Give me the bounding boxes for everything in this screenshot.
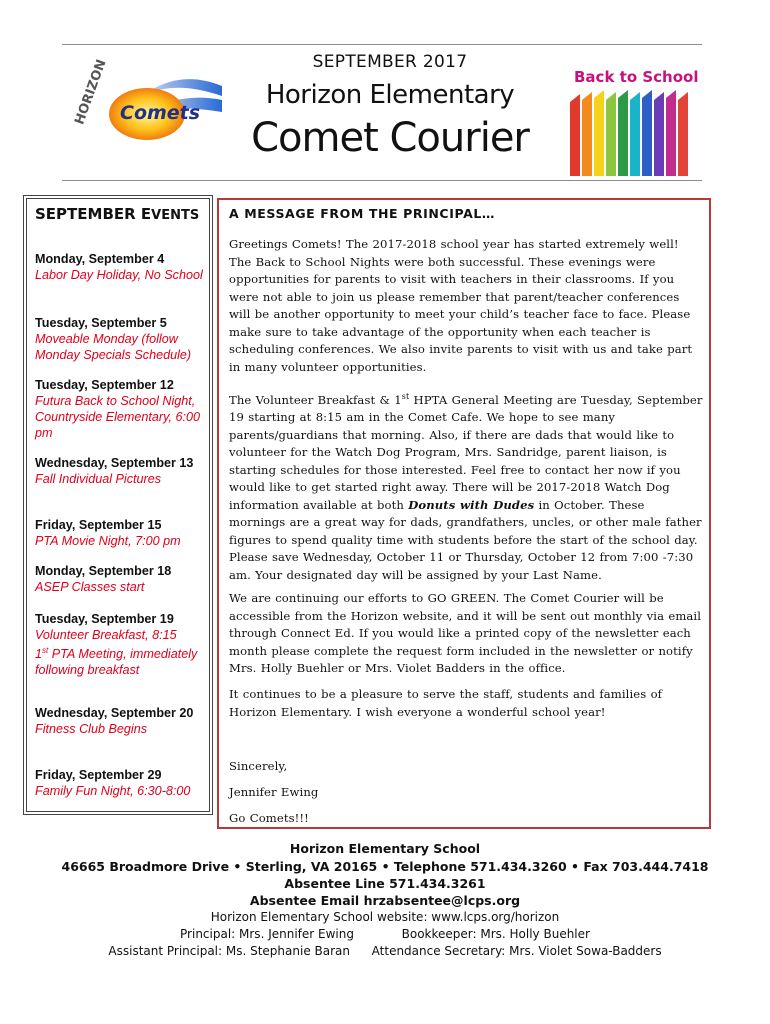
event-item: Monday, September 18 ASEP Classes start	[35, 564, 172, 594]
signature: Jennifer Ewing	[229, 785, 319, 799]
principal-message-box	[217, 198, 711, 829]
message-paragraph-4: It continues to be a pleasure to serve the staff, students and families of Horizon Elementary. I wish everyone a wonderful school year!	[229, 687, 663, 719]
message-paragraph-3: We are continuing our efforts to GO GREEN. The Comet Courier will be accessible from the Horizon website, and it will be sent out monthly via email through Connect Ed. If you would like a printed copy of the newsletter each month please complete the request form included in the newsletter or notify Mrs. Holly Buehler or Mrs. Violet Badders in the office.	[229, 591, 702, 675]
header-bottom-rule	[62, 180, 702, 181]
message-heading: A MESSAGE FROM THE PRINCIPAL…	[229, 206, 496, 221]
footer-address: 46665 Broadmore Drive • Sterling, VA 20165 • Telephone 571.434.3260 • Fax 703.444.7418	[61, 859, 709, 874]
event-item: Wednesday, September 13 Fall Individual Pictures	[35, 456, 194, 486]
footer-staff-row-1: Principal: Mrs. Jennifer Ewing Bookkeeper: Mrs. Holly Buehler	[180, 927, 590, 941]
footer-school-name: Horizon Elementary School	[289, 841, 481, 856]
event-item: Monday, September 4 Labor Day Holiday, No School	[35, 252, 203, 282]
september-events-box	[26, 198, 210, 812]
event-item: Tuesday, September 12 Futura Back to School Night, Countryside Elementary, 6:00 pm	[35, 378, 200, 440]
event-item: Friday, September 15 PTA Movie Night, 7:00 pm	[35, 518, 181, 548]
svg-text:HORIZON: HORIZON	[72, 57, 110, 127]
event-item: Tuesday, September 5 Moveable Monday (follow Monday Specials Schedule)	[35, 316, 192, 362]
event-item: Friday, September 29 Family Fun Night, 6:30-8:00	[35, 768, 191, 798]
school-name: Horizon Elementary	[265, 80, 515, 110]
top-rule	[62, 44, 702, 45]
event-item: Wednesday, September 20 Fitness Club Begins	[35, 706, 194, 736]
events-heading: SEPTEMBER EVENTS	[35, 205, 200, 223]
footer-absentee-line: Absentee Line 571.434.3261	[284, 876, 486, 891]
message-paragraph-2: The Volunteer Breakfast & 1st HPTA General Meeting are Tuesday, September 19 starting at 8:15 am in the Comet Cafe. We hope to see many parents/guardians that morning. Also, if there are dads that would like to volunteer for the Watch Dog Program, Mrs. Sandridge, parent liaison, is starting schedules for those interested. Feel free to contact her now if you would like to get started right away. There will be 2017-2018 Watch Dog information available at both Donuts with Dudes in October. These mornings are a great way for dads, grandfathers, uncles, or other male father figures to spend quality time with students before the start of the school day. Please save Wednesday, October 11 or Thursday, October 12 from 7:00 -7:30 am. Your designated day will be assigned by your Last Name.	[229, 392, 703, 582]
issue-date: SEPTEMBER 2017	[312, 52, 468, 72]
closing: Sincerely,	[229, 759, 288, 773]
svg-text:Back to School: Back to School	[574, 68, 698, 86]
newsletter-title: Comet Courier	[251, 115, 529, 161]
svg-text:Comets: Comets	[120, 102, 201, 124]
back-to-school-image	[566, 64, 698, 176]
event-item: Tuesday, September 19 Volunteer Breakfast, 8:15 1st PTA Meeting, immediately following breakfast	[35, 612, 198, 678]
footer-absentee-email[interactable]: Absentee Email hrzabsentee@lcps.org	[249, 893, 521, 908]
comets-logo	[72, 56, 222, 156]
footer-website[interactable]: Horizon Elementary School website: www.lcps.org/horizon	[210, 910, 560, 924]
footer-staff-row-2: Assistant Principal: Ms. Stephanie Baran Attendance Secretary: Mrs. Violet Sowa-Badders	[108, 944, 662, 958]
message-paragraph-1: Greetings Comets! The 2017-2018 school year has started extremely well! The Back to School Nights were both successful. These evenings were opportunities for parents to visit with teachers in their classrooms. If you were not able to join us please remember that parent/teacher conferences will be another opportunity to meet your child’s teacher face to face. Please make sure to take advantage of the opportunity when each teacher is scheduling conferences. We also invite parents to visit with us and take part in many volunteer opportunities.	[229, 237, 693, 374]
sign-off: Go Comets!!!	[229, 811, 309, 825]
